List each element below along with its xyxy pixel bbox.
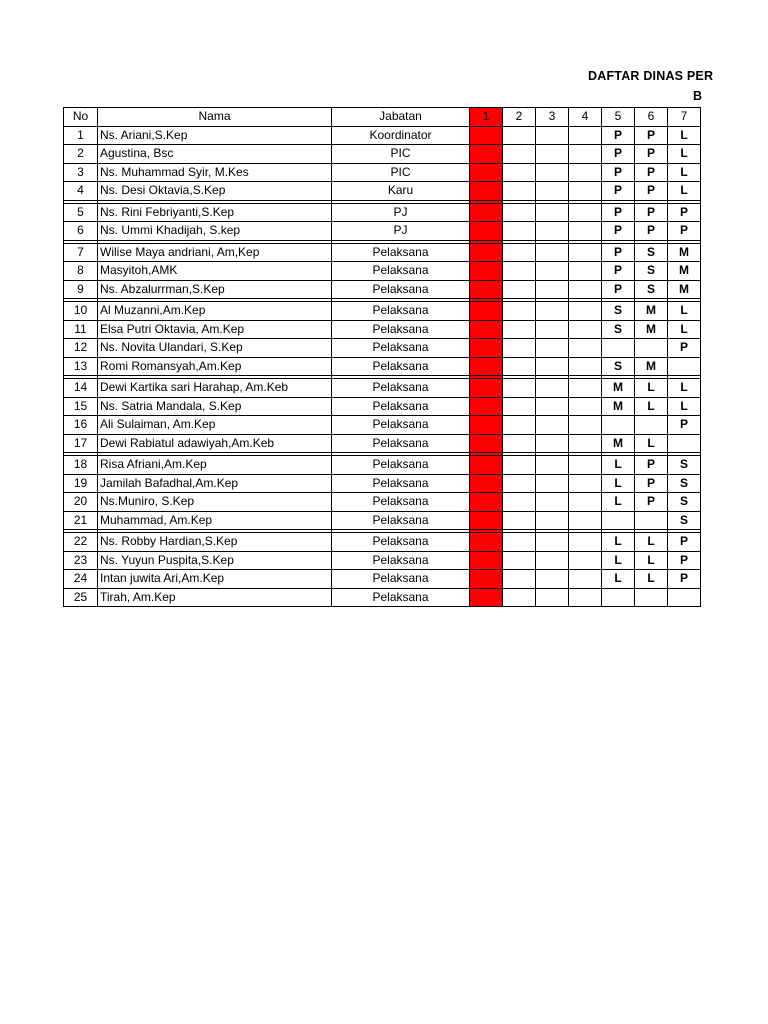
shift-cell-day-6[interactable]: L — [635, 551, 668, 570]
row-number-cell[interactable]: 5 — [64, 203, 98, 222]
shift-cell-day-1[interactable] — [470, 203, 503, 222]
table-row — [64, 416, 701, 435]
shift-cell-day-2[interactable] — [503, 533, 536, 552]
table-row — [64, 588, 701, 607]
shift-cell-day-5[interactable]: L — [602, 474, 635, 493]
shift-cell-day-4[interactable] — [569, 397, 602, 416]
shift-cell-day-6[interactable]: P — [635, 203, 668, 222]
shift-cell-day-7[interactable]: S — [668, 456, 701, 475]
row-number-cell[interactable]: 11 — [64, 320, 98, 339]
table-row — [64, 302, 701, 321]
row-number-cell[interactable]: 21 — [64, 511, 98, 530]
table-row — [64, 511, 701, 530]
name-cell[interactable]: Agustina, Bsc — [98, 145, 332, 164]
shift-cell-day-4[interactable] — [569, 456, 602, 475]
position-cell[interactable]: Pelaksana — [332, 588, 470, 607]
shift-cell-day-2[interactable] — [503, 126, 536, 145]
shift-cell-day-4[interactable] — [569, 262, 602, 281]
table-row — [64, 243, 701, 262]
shift-cell-day-1[interactable] — [470, 588, 503, 607]
shift-cell-day-7[interactable]: S — [668, 511, 701, 530]
shift-cell-day-3[interactable] — [536, 320, 569, 339]
shift-cell-day-3[interactable] — [536, 126, 569, 145]
shift-cell-day-5[interactable]: S — [602, 302, 635, 321]
table-row — [64, 551, 701, 570]
shift-cell-day-7[interactable]: L — [668, 320, 701, 339]
table-row — [64, 262, 701, 281]
shift-cell-day-4[interactable] — [569, 280, 602, 299]
shift-cell-day-7[interactable]: L — [668, 397, 701, 416]
name-cell[interactable]: Jamilah Bafadhal,Am.Kep — [98, 474, 332, 493]
shift-cell-day-5[interactable]: P — [602, 163, 635, 182]
shift-cell-day-3[interactable] — [536, 357, 569, 376]
shift-cell-day-4[interactable] — [569, 182, 602, 201]
name-cell[interactable]: Ali Sulaiman, Am.Kep — [98, 416, 332, 435]
shift-cell-day-3[interactable] — [536, 145, 569, 164]
shift-cell-day-6[interactable]: L — [635, 379, 668, 398]
shift-cell-day-1[interactable] — [470, 302, 503, 321]
table-row — [64, 533, 701, 552]
shift-cell-day-2[interactable] — [503, 339, 536, 358]
shift-cell-day-5[interactable]: S — [602, 357, 635, 376]
shift-cell-day-6[interactable] — [635, 339, 668, 358]
shift-cell-day-3[interactable] — [536, 163, 569, 182]
shift-cell-day-1[interactable] — [470, 243, 503, 262]
shift-cell-day-3[interactable] — [536, 570, 569, 589]
row-number-cell[interactable]: 25 — [64, 588, 98, 607]
shift-cell-day-1[interactable] — [470, 222, 503, 241]
shift-cell-day-6[interactable]: L — [635, 570, 668, 589]
shift-cell-day-5[interactable]: M — [602, 397, 635, 416]
shift-cell-day-5[interactable]: L — [602, 551, 635, 570]
shift-cell-day-5[interactable]: P — [602, 262, 635, 281]
shift-cell-day-7[interactable]: P — [668, 416, 701, 435]
header-day-2[interactable]: 2 — [503, 108, 536, 127]
shift-cell-day-3[interactable] — [536, 243, 569, 262]
shift-cell-day-1[interactable] — [470, 339, 503, 358]
shift-cell-day-2[interactable] — [503, 570, 536, 589]
shift-cell-day-1[interactable] — [470, 182, 503, 201]
shift-cell-day-4[interactable] — [569, 511, 602, 530]
shift-cell-day-4[interactable] — [569, 570, 602, 589]
shift-cell-day-3[interactable] — [536, 379, 569, 398]
shift-cell-day-4[interactable] — [569, 243, 602, 262]
position-cell[interactable]: Pelaksana — [332, 243, 470, 262]
shift-cell-day-3[interactable] — [536, 456, 569, 475]
shift-cell-day-6[interactable]: L — [635, 397, 668, 416]
shift-cell-day-1[interactable] — [470, 145, 503, 164]
position-cell[interactable]: PIC — [332, 145, 470, 164]
shift-cell-day-7[interactable]: L — [668, 302, 701, 321]
shift-cell-day-6[interactable]: S — [635, 243, 668, 262]
shift-cell-day-2[interactable] — [503, 280, 536, 299]
name-cell[interactable]: Ns. Rini Febriyanti,S.Kep — [98, 203, 332, 222]
position-cell[interactable]: PJ — [332, 203, 470, 222]
name-cell[interactable]: Al Muzanni,Am.Kep — [98, 302, 332, 321]
position-cell[interactable]: Koordinator — [332, 126, 470, 145]
table-row — [64, 456, 701, 475]
shift-cell-day-4[interactable] — [569, 320, 602, 339]
shift-cell-day-6[interactable]: P — [635, 126, 668, 145]
shift-cell-day-7[interactable]: L — [668, 379, 701, 398]
shift-cell-day-7[interactable]: L — [668, 182, 701, 201]
shift-cell-day-7[interactable]: M — [668, 243, 701, 262]
shift-cell-day-2[interactable] — [503, 182, 536, 201]
shift-cell-day-2[interactable] — [503, 474, 536, 493]
shift-cell-day-7[interactable]: S — [668, 474, 701, 493]
shift-cell-day-4[interactable] — [569, 163, 602, 182]
shift-cell-day-4[interactable] — [569, 474, 602, 493]
shift-cell-day-6[interactable]: P — [635, 474, 668, 493]
row-number-cell[interactable]: 18 — [64, 456, 98, 475]
table-row — [64, 493, 701, 512]
name-cell[interactable]: Risa Afriani,Am.Kep — [98, 456, 332, 475]
shift-cell-day-1[interactable] — [470, 434, 503, 453]
shift-cell-day-6[interactable]: M — [635, 320, 668, 339]
shift-cell-day-5[interactable]: P — [602, 243, 635, 262]
name-cell[interactable]: Ns. Desi Oktavia,S.Kep — [98, 182, 332, 201]
table-row — [64, 339, 701, 358]
shift-cell-day-6[interactable] — [635, 416, 668, 435]
shift-cell-day-1[interactable] — [470, 262, 503, 281]
name-cell[interactable]: Ns. Muhammad Syir, M.Kes — [98, 163, 332, 182]
shift-cell-day-5[interactable]: P — [602, 222, 635, 241]
row-number-cell[interactable]: 23 — [64, 551, 98, 570]
shift-cell-day-4[interactable] — [569, 302, 602, 321]
shift-cell-day-1[interactable] — [470, 280, 503, 299]
shift-cell-day-3[interactable] — [536, 280, 569, 299]
header-day-3[interactable]: 3 — [536, 108, 569, 127]
position-cell[interactable]: Pelaksana — [332, 339, 470, 358]
shift-cell-day-7[interactable]: P — [668, 570, 701, 589]
shift-cell-day-7[interactable]: M — [668, 262, 701, 281]
shift-cell-day-3[interactable] — [536, 551, 569, 570]
shift-cell-day-4[interactable] — [569, 379, 602, 398]
shift-cell-day-1[interactable] — [470, 416, 503, 435]
table-row — [64, 163, 701, 182]
shift-cell-day-2[interactable] — [503, 145, 536, 164]
shift-cell-day-2[interactable] — [503, 163, 536, 182]
position-cell[interactable]: Pelaksana — [332, 397, 470, 416]
shift-cell-day-2[interactable] — [503, 456, 536, 475]
position-cell[interactable]: Pelaksana — [332, 511, 470, 530]
table-row — [64, 203, 701, 222]
shift-cell-day-5[interactable]: M — [602, 379, 635, 398]
shift-cell-day-4[interactable] — [569, 222, 602, 241]
shift-cell-day-1[interactable] — [470, 533, 503, 552]
shift-cell-day-1[interactable] — [470, 493, 503, 512]
position-cell[interactable]: PJ — [332, 222, 470, 241]
table-row — [64, 280, 701, 299]
row-number-cell[interactable]: 2 — [64, 145, 98, 164]
row-number-cell[interactable]: 7 — [64, 243, 98, 262]
shift-cell-day-4[interactable] — [569, 126, 602, 145]
shift-cell-day-1[interactable] — [470, 320, 503, 339]
shift-cell-day-7[interactable]: M — [668, 280, 701, 299]
shift-cell-day-4[interactable] — [569, 203, 602, 222]
table-row — [64, 379, 701, 398]
name-cell[interactable]: Ns. Abzalurrman,S.Kep — [98, 280, 332, 299]
table-row — [64, 320, 701, 339]
shift-cell-day-6[interactable]: S — [635, 262, 668, 281]
shift-cell-day-2[interactable] — [503, 357, 536, 376]
shift-cell-day-6[interactable] — [635, 588, 668, 607]
shift-cell-day-5[interactable] — [602, 416, 635, 435]
header-day-1[interactable]: 1 — [470, 108, 503, 127]
shift-cell-day-2[interactable] — [503, 243, 536, 262]
shift-cell-day-1[interactable] — [470, 126, 503, 145]
position-cell[interactable]: Pelaksana — [332, 456, 470, 475]
shift-cell-day-5[interactable]: P — [602, 145, 635, 164]
shift-cell-day-6[interactable]: P — [635, 222, 668, 241]
shift-cell-day-7[interactable] — [668, 434, 701, 453]
shift-cell-day-5[interactable]: S — [602, 320, 635, 339]
name-cell[interactable]: Dewi Kartika sari Harahap, Am.Keb — [98, 379, 332, 398]
name-cell[interactable]: Masyitoh,AMK — [98, 262, 332, 281]
name-cell[interactable]: Romi Romansyah,Am.Kep — [98, 357, 332, 376]
shift-cell-day-2[interactable] — [503, 493, 536, 512]
name-cell[interactable]: Ns. Novita Ulandari, S.Kep — [98, 339, 332, 358]
position-cell[interactable]: Karu — [332, 182, 470, 201]
shift-cell-day-5[interactable]: P — [602, 280, 635, 299]
shift-cell-day-3[interactable] — [536, 434, 569, 453]
shift-cell-day-7[interactable]: S — [668, 493, 701, 512]
shift-cell-day-2[interactable] — [503, 379, 536, 398]
position-cell[interactable]: Pelaksana — [332, 302, 470, 321]
position-cell[interactable]: Pelaksana — [332, 551, 470, 570]
position-cell[interactable]: Pelaksana — [332, 434, 470, 453]
name-cell[interactable]: Muhammad, Am.Kep — [98, 511, 332, 530]
shift-cell-day-7[interactable]: P — [668, 533, 701, 552]
name-cell[interactable]: Dewi Rabiatul adawiyah,Am.Keb — [98, 434, 332, 453]
row-number-cell[interactable]: 16 — [64, 416, 98, 435]
shift-cell-day-4[interactable] — [569, 551, 602, 570]
shift-cell-day-3[interactable] — [536, 222, 569, 241]
name-cell[interactable]: Ns. Robby Hardian,S.Kep — [98, 533, 332, 552]
shift-cell-day-1[interactable] — [470, 570, 503, 589]
row-number-cell[interactable]: 19 — [64, 474, 98, 493]
table-row — [64, 145, 701, 164]
schedule-table — [63, 107, 701, 607]
position-cell[interactable]: Pelaksana — [332, 474, 470, 493]
shift-cell-day-1[interactable] — [470, 163, 503, 182]
shift-cell-day-6[interactable]: P — [635, 456, 668, 475]
shift-cell-day-3[interactable] — [536, 203, 569, 222]
header-jabatan[interactable]: Jabatan — [332, 108, 470, 127]
name-cell[interactable]: Ns. Satria Mandala, S.Kep — [98, 397, 332, 416]
shift-cell-day-2[interactable] — [503, 511, 536, 530]
shift-cell-day-7[interactable]: L — [668, 163, 701, 182]
row-number-cell[interactable]: 1 — [64, 126, 98, 145]
header-day-5[interactable]: 5 — [602, 108, 635, 127]
shift-cell-day-2[interactable] — [503, 262, 536, 281]
shift-cell-day-6[interactable]: P — [635, 145, 668, 164]
shift-cell-day-6[interactable]: M — [635, 357, 668, 376]
shift-cell-day-3[interactable] — [536, 397, 569, 416]
position-cell[interactable]: Pelaksana — [332, 280, 470, 299]
position-cell[interactable]: Pelaksana — [332, 570, 470, 589]
shift-cell-day-6[interactable]: S — [635, 280, 668, 299]
header-day-4[interactable]: 4 — [569, 108, 602, 127]
sheet-subtitle: B — [693, 89, 703, 103]
shift-cell-day-7[interactable]: P — [668, 551, 701, 570]
shift-cell-day-6[interactable]: P — [635, 493, 668, 512]
shift-cell-day-4[interactable] — [569, 493, 602, 512]
shift-cell-day-3[interactable] — [536, 339, 569, 358]
shift-cell-day-3[interactable] — [536, 416, 569, 435]
shift-cell-day-5[interactable]: P — [602, 126, 635, 145]
header-nama[interactable]: Nama — [98, 108, 332, 127]
header-day-6[interactable]: 6 — [635, 108, 668, 127]
position-cell[interactable]: PIC — [332, 163, 470, 182]
shift-cell-day-5[interactable]: P — [602, 182, 635, 201]
shift-cell-day-4[interactable] — [569, 416, 602, 435]
shift-cell-day-5[interactable] — [602, 588, 635, 607]
shift-cell-day-2[interactable] — [503, 222, 536, 241]
row-number-cell[interactable]: 4 — [64, 182, 98, 201]
shift-cell-day-4[interactable] — [569, 339, 602, 358]
shift-cell-day-1[interactable] — [470, 551, 503, 570]
schedule-sheet — [63, 107, 703, 652]
shift-cell-day-6[interactable]: L — [635, 533, 668, 552]
table-row — [64, 570, 701, 589]
row-number-cell[interactable]: 6 — [64, 222, 98, 241]
shift-cell-day-2[interactable] — [503, 416, 536, 435]
sheet-title: DAFTAR DINAS PER — [588, 69, 714, 83]
shift-cell-day-3[interactable] — [536, 588, 569, 607]
row-number-cell[interactable]: 20 — [64, 493, 98, 512]
shift-cell-day-5[interactable]: M — [602, 434, 635, 453]
table-row — [64, 222, 701, 241]
name-cell[interactable]: Ns.Muniro, S.Kep — [98, 493, 332, 512]
shift-cell-day-2[interactable] — [503, 397, 536, 416]
shift-cell-day-5[interactable]: L — [602, 493, 635, 512]
shift-cell-day-3[interactable] — [536, 493, 569, 512]
shift-cell-day-6[interactable]: M — [635, 302, 668, 321]
shift-cell-day-4[interactable] — [569, 145, 602, 164]
shift-cell-day-3[interactable] — [536, 511, 569, 530]
shift-cell-day-1[interactable] — [470, 397, 503, 416]
row-number-cell[interactable]: 24 — [64, 570, 98, 589]
shift-cell-day-1[interactable] — [470, 474, 503, 493]
shift-cell-day-6[interactable]: P — [635, 182, 668, 201]
shift-cell-day-5[interactable]: L — [602, 456, 635, 475]
shift-cell-day-7[interactable] — [668, 357, 701, 376]
row-number-cell[interactable]: 15 — [64, 397, 98, 416]
shift-cell-day-6[interactable] — [635, 511, 668, 530]
name-cell[interactable]: Intan juwita Ari,Am.Kep — [98, 570, 332, 589]
position-cell[interactable]: Pelaksana — [332, 262, 470, 281]
row-number-cell[interactable]: 22 — [64, 533, 98, 552]
shift-cell-day-5[interactable]: L — [602, 570, 635, 589]
shift-cell-day-1[interactable] — [470, 456, 503, 475]
shift-cell-day-5[interactable]: P — [602, 203, 635, 222]
row-number-cell[interactable]: 10 — [64, 302, 98, 321]
shift-cell-day-4[interactable] — [569, 357, 602, 376]
table-row — [64, 474, 701, 493]
header-no[interactable]: No — [64, 108, 98, 127]
shift-cell-day-3[interactable] — [536, 474, 569, 493]
table-row — [64, 357, 701, 376]
shift-cell-day-4[interactable] — [569, 533, 602, 552]
header-row — [64, 108, 701, 127]
shift-cell-day-7[interactable]: P — [668, 339, 701, 358]
header-day-7[interactable]: 7 — [668, 108, 701, 127]
shift-cell-day-7[interactable] — [668, 588, 701, 607]
shift-cell-day-6[interactable]: P — [635, 163, 668, 182]
position-cell[interactable]: Pelaksana — [332, 493, 470, 512]
shift-cell-day-4[interactable] — [569, 588, 602, 607]
row-number-cell[interactable]: 3 — [64, 163, 98, 182]
shift-cell-day-4[interactable] — [569, 434, 602, 453]
position-cell[interactable]: Pelaksana — [332, 357, 470, 376]
table-row — [64, 397, 701, 416]
name-cell[interactable]: Wilise Maya andriani, Am,Kep — [98, 243, 332, 262]
shift-cell-day-2[interactable] — [503, 434, 536, 453]
table-row — [64, 182, 701, 201]
name-cell[interactable]: Ns. Ummi Khadijah, S.kep — [98, 222, 332, 241]
row-number-cell[interactable]: 13 — [64, 357, 98, 376]
shift-cell-day-6[interactable]: L — [635, 434, 668, 453]
shift-cell-day-3[interactable] — [536, 262, 569, 281]
shift-cell-day-2[interactable] — [503, 551, 536, 570]
shift-cell-day-5[interactable] — [602, 511, 635, 530]
name-cell[interactable]: Elsa Putri Oktavia, Am.Kep — [98, 320, 332, 339]
shift-cell-day-5[interactable] — [602, 339, 635, 358]
position-cell[interactable]: Pelaksana — [332, 379, 470, 398]
row-number-cell[interactable]: 12 — [64, 339, 98, 358]
shift-cell-day-2[interactable] — [503, 320, 536, 339]
shift-cell-day-1[interactable] — [470, 511, 503, 530]
shift-cell-day-7[interactable]: P — [668, 222, 701, 241]
position-cell[interactable]: Pelaksana — [332, 533, 470, 552]
shift-cell-day-3[interactable] — [536, 182, 569, 201]
shift-cell-day-3[interactable] — [536, 302, 569, 321]
table-row — [64, 434, 701, 453]
shift-cell-day-7[interactable]: P — [668, 203, 701, 222]
shift-cell-day-1[interactable] — [470, 357, 503, 376]
shift-cell-day-2[interactable] — [503, 302, 536, 321]
shift-cell-day-1[interactable] — [470, 379, 503, 398]
shift-cell-day-2[interactable] — [503, 203, 536, 222]
position-cell[interactable]: Pelaksana — [332, 320, 470, 339]
shift-cell-day-5[interactable]: L — [602, 533, 635, 552]
row-number-cell[interactable]: 8 — [64, 262, 98, 281]
shift-cell-day-3[interactable] — [536, 533, 569, 552]
row-number-cell[interactable]: 9 — [64, 280, 98, 299]
table-row — [64, 126, 701, 145]
name-cell[interactable]: Tirah, Am.Kep — [98, 588, 332, 607]
position-cell[interactable]: Pelaksana — [332, 416, 470, 435]
name-cell[interactable]: Ns. Ariani,S.Kep — [98, 126, 332, 145]
row-number-cell[interactable]: 17 — [64, 434, 98, 453]
name-cell[interactable]: Ns. Yuyun Puspita,S.Kep — [98, 551, 332, 570]
row-number-cell[interactable]: 14 — [64, 379, 98, 398]
shift-cell-day-7[interactable]: L — [668, 126, 701, 145]
shift-cell-day-7[interactable]: L — [668, 145, 701, 164]
shift-cell-day-2[interactable] — [503, 588, 536, 607]
